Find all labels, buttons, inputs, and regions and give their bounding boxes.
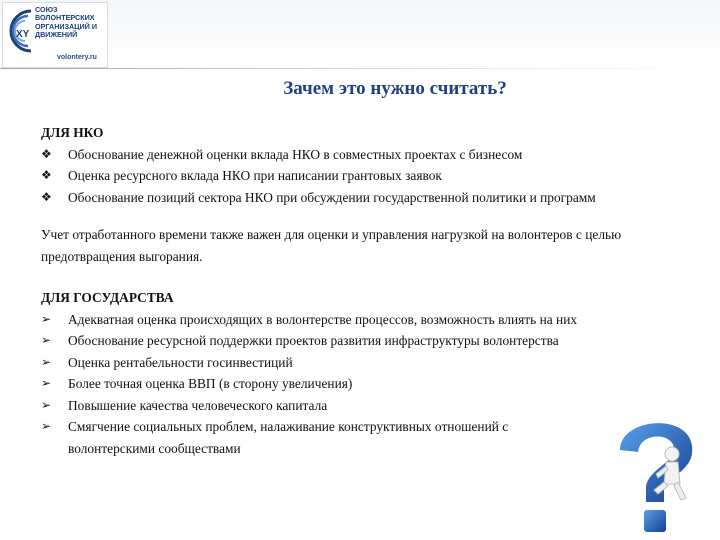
list-item-text: Адекватная оценка происходящих в волонтерстве процессов, возможность влиять на них [68,311,578,327]
state-heading: ДЛЯ ГОСУДАРСТВА [41,290,174,305]
logo-emblem-icon [5,7,35,55]
list-item-text: Более точная оценка ВВП (в сторону увеличения) [68,376,353,391]
logo-line-4: ДВИЖЕНИЙ [35,30,78,40]
list-item [41,373,691,395]
nko-heading: ДЛЯ НКО [41,125,104,140]
arrowhead-bullet-icon: ➢ [41,376,52,390]
list-item-text: Смягчение социальных проблем, налаживание конструктивных отношений с волонтерскими сообществами [68,419,509,456]
logo-text [35,6,107,40]
arrowhead-bullet-icon: ➢ [41,311,52,326]
diamond-clover-bullet-icon: ❖ [41,146,52,161]
list-item-text: Обоснование денежной оценки вклада НКО в совместных проектах с бизнесом [68,146,523,162]
list-item-text: Обоснование позиций сектора НКО при обсуждении государственной политики и программ [68,189,596,205]
logo-line-3: ОРГАНИЗАЦИЙ И [35,21,97,31]
arrowhead-bullet-icon: ➢ [41,333,52,347]
slide-title: Зачем это нужно считать? [283,78,507,99]
diamond-clover-bullet-icon: ❖ [41,189,52,204]
list-item [41,309,691,331]
list-item [41,352,691,374]
list-item-text: Повышение качества человеческого капитала [68,397,328,413]
arrowhead-bullet-icon: ➢ [41,397,52,412]
list-item-text: Оценка ресурсного вклада НКО при написании грантовых заявок [68,168,442,183]
list-item [41,165,691,187]
header-band [0,0,720,68]
diamond-clover-bullet-icon: ❖ [41,168,52,182]
header-divider [0,68,720,69]
arrowhead-bullet-icon: ➢ [41,354,52,369]
organization-logo [2,2,108,68]
logo-line-2: ВОЛОНТЕРСКИХ [35,13,95,23]
arrowhead-bullet-icon: ➢ [41,419,52,433]
logo-url: volontery.ru [57,54,97,61]
svg-text:XY: XY [16,29,30,40]
logo-line-1: СОЮЗ [35,5,58,14]
nko-list [41,144,691,209]
question-mark-figure-icon [592,398,712,538]
list-item-text: Обоснование ресурсной поддержки проектов развития инфраструктуры волонтерства [68,333,559,348]
list-item [41,144,691,166]
list-item [41,187,691,209]
list-item-text: Оценка рентабельности госинвестиций [68,354,293,370]
list-item [41,330,691,352]
burnout-note: Учет отработанного времени также важен для оценки и управления нагрузкой на волонтеров с целью предотвращения выгорания. [41,227,622,264]
